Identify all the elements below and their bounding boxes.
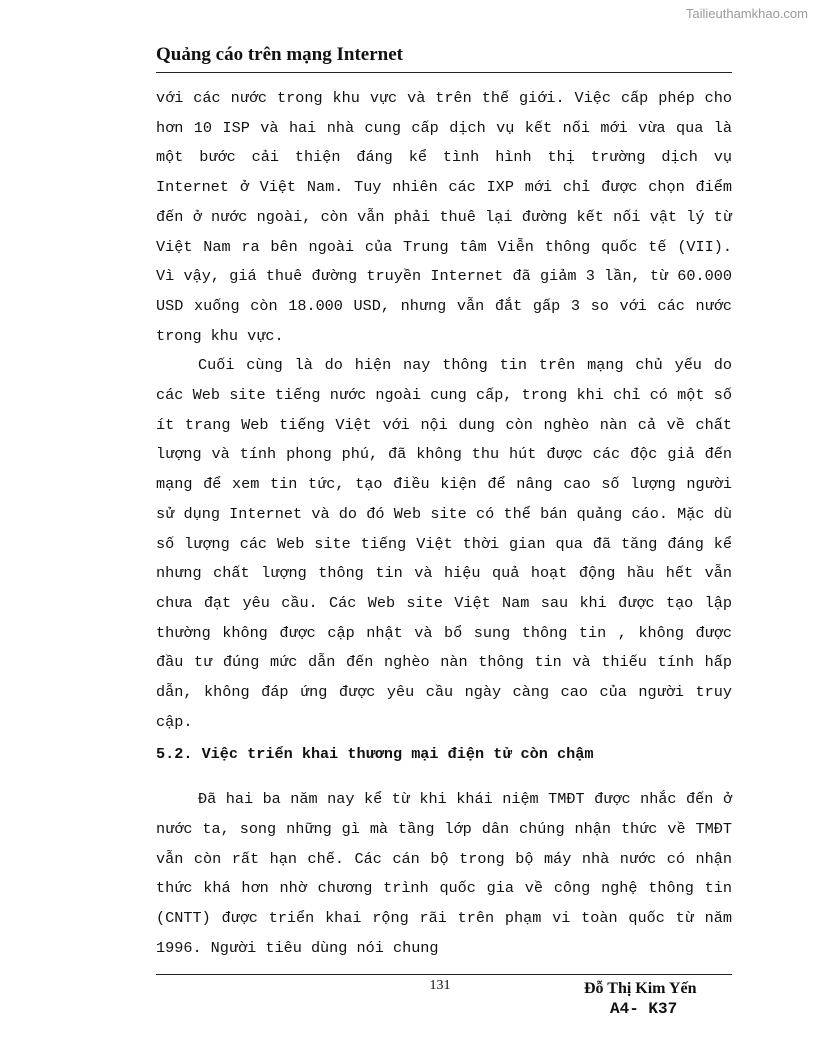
- header-divider: [156, 72, 732, 73]
- author-name: Đỗ Thị Kim Yến: [584, 980, 697, 997]
- paragraph-isp-market: với các nước trong khu vực và trên thế giới. Việc cấp phép cho hơn 10 ISP và hai nhà cung cấp dịch vụ kết nối mới vừa qua là một bước cải thiện đáng kể tình hình thị trường dịch vụ Internet ở Việt Nam. Tuy nhiên các IXP mới chỉ được chọn điểm đến ở nước ngoài, còn vẫn phải thuê lại đường kết nối vật lý từ Việt Nam ra bên ngoài của Trung tâm Viễn thông quốc tế (VII). Vì vậy, giá thuê đường truyền Internet đã giảm 3 lần, từ 60.000 USD xuống còn 18.000 USD, nhưng vẫn đắt gấp 3 so với các nước trong khu vực.: [156, 89, 732, 345]
- section-heading: 5.2. Việc triển khai thương mại điện tử còn chậm: [156, 745, 594, 764]
- document-body: [156, 84, 732, 963]
- class-code: A4- K37: [610, 1000, 678, 1018]
- watermark: Tailieuthamkhao.com: [685, 6, 808, 21]
- footer-divider: [156, 974, 732, 975]
- page-number: 131: [429, 978, 451, 993]
- paragraph-web-content: Cuối cùng là do hiện nay thông tin trên mạng chủ yếu do các Web site tiếng nước ngoài cung cấp, trong khi chỉ có một số ít trang Web tiếng Việt với nội dung còn nghèo nàn cả về chất lượng và tính phong phú, đã không thu hút được các độc giả đến mạng để xem tin tức, tạo điều kiện để nâng cao số lượng người sử dụng Internet và do đó Web site có thể bán quảng cáo. Mặc dù số lượng các Web site tiếng Việt thời gian qua đã tăng đáng kể nhưng chất lượng thông tin và hiệu quả hoạt động hầu hết vẫn chưa đạt yêu cầu. Các Web site Việt Nam sau khi được tạo lập thường không được cập nhật và bổ sung thông tin , không được đầu tư đúng mức dẫn đến nghèo nàn thông tin và thiếu tính hấp dẫn, không đáp ứng được yêu cầu ngày càng cao của người truy cập.: [156, 356, 732, 731]
- page-header-title: Quảng cáo trên mạng Internet: [156, 44, 403, 65]
- paragraph-ecommerce: Đã hai ba năm nay kể từ khi khái niệm TMĐT được nhắc đến ở nước ta, song những gì mà tầng lớp dân chúng nhận thức về TMĐT vẫn còn rất hạn chế. Các cán bộ trong bộ máy nhà nước có nhận thức khá hơn nhờ chương trình quốc gia về công nghệ thông tin (CNTT) được triển khai rộng rãi trên phạm vi toàn quốc từ năm 1996. Người tiêu dùng nói chung: [156, 790, 732, 957]
